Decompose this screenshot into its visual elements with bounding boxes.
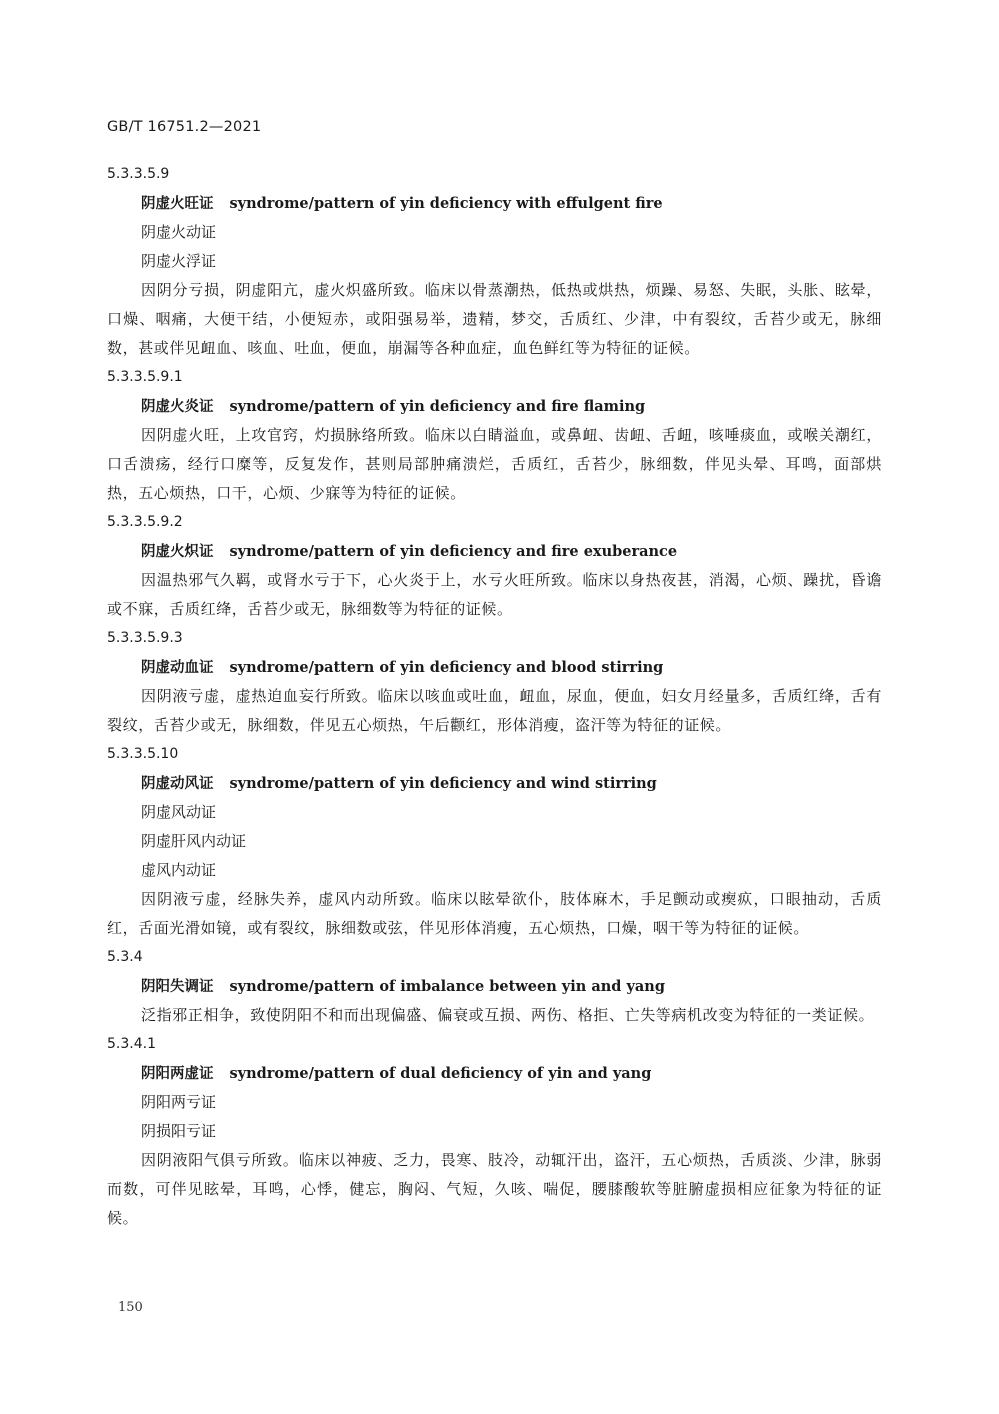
term-english: syndrome/pattern of yin deficiency and wind stirring: [229, 775, 657, 792]
term-synonym: 阴阳两亏证: [141, 1093, 217, 1111]
clause-number: 5.3.4: [107, 949, 143, 965]
term-english: syndrome/pattern of imbalance between yin and yang: [229, 978, 665, 995]
clause-number: 5.3.3.5.9.1: [107, 369, 183, 385]
term-synonym: 阴虚风动证: [141, 803, 217, 821]
clause-number: 5.3.3.5.9.2: [107, 514, 183, 530]
term-english: syndrome/pattern of yin deficiency and fire flaming: [229, 398, 646, 415]
term-definition: 因阴液亏虚，经脉失养，虚风内动所致。临床以眩晕欲仆，肢体麻木，手足颤动或瘈疭，口眼抽动，舌质红，舌面光滑如镜，或有裂纹，脉细数或弦，伴见形体消瘦，五心烦热，口燥，咽干等为特征的证候。: [107, 890, 882, 937]
clause-number: 5.3.3.5.9: [107, 166, 170, 182]
term-chinese: 阴虚动血证: [141, 660, 214, 676]
term-entry: [107, 1030, 882, 1233]
term-definition: 因阴液亏虚，虚热迫血妄行所致。临床以咳血或吐血，衄血，尿血，便血，妇女月经量多，舌质红绛，舌有裂纹，舌苔少或无，脉细数，伴见五心烦热，午后颧红，形体消瘦，盗汗等为特征的证候。: [107, 687, 882, 734]
term-english: syndrome/pattern of yin deficiency and blood stirring: [229, 659, 664, 676]
term-heading: [107, 1059, 882, 1088]
term-chinese: 阴阳失调证: [141, 979, 214, 995]
term-entry: [107, 740, 882, 943]
term-english: syndrome/pattern of yin deficiency and fire exuberance: [229, 543, 678, 560]
term-synonym: 虚风内动证: [141, 861, 217, 879]
term-entry: [107, 508, 882, 624]
term-entry: [107, 363, 882, 508]
term-synonym: 阴虚火动证: [141, 223, 217, 241]
standard-code: GB/T 16751.2—2021: [107, 119, 262, 135]
term-heading: [107, 537, 882, 566]
term-entry: [107, 624, 882, 740]
term-chinese: 阴阳两虚证: [141, 1066, 214, 1082]
term-definition: 因阴分亏损，阴虚阳亢，虚火炽盛所致。临床以骨蒸潮热，低热或烘热，烦躁、易怒、失眠，头胀、眩晕，口燥、咽痛，大便干结，小便短赤，或阳强易举，遗精，梦交，舌质红、少津，中有裂纹，舌苔少或无，脉细数，甚或伴见衄血、咳血、吐血，便血，崩漏等各种血症，血色鲜红等为特征的证候。: [107, 281, 882, 357]
term-definition: 泛指邪正相争，致使阴阳不和而出现偏盛、偏衰或互损、两伤、格拒、亡失等病机改变为特征的一类证候。: [141, 1006, 875, 1024]
term-definition: 因阴虚火旺，上攻官窍，灼损脉络所致。临床以白睛溢血，或鼻衄、齿衄、舌衄，咳唾痰血，或喉关潮红，口舌溃疡，经行口糜等，反复发作，甚则局部肿痛溃烂，舌质红，舌苔少，脉细数，伴见头晕、耳鸣，面部烘热，五心烦热，口干，心烦、少寐等为特征的证候。: [107, 426, 882, 502]
term-definition: 因温热邪气久羁，或肾水亏于下，心火炎于上，水亏火旺所致。临床以身热夜甚，消渴，心烦、躁扰，昏谵或不寐，舌质红绛，舌苔少或无，脉细数等为特征的证候。: [107, 571, 882, 618]
term-heading: [107, 653, 882, 682]
term-heading: [107, 189, 882, 218]
term-synonym: 阴虚火浮证: [141, 252, 217, 270]
clause-number: 5.3.4.1: [107, 1036, 156, 1052]
term-entry: [107, 160, 882, 363]
term-definition: 因阴液阳气俱亏所致。临床以神疲、乏力，畏寒、肢冷，动辄汗出，盗汗，五心烦热，舌质淡、少津，脉弱而数，可伴见眩晕，耳鸣，心悸，健忘，胸闷、气短，久咳、喘促，腰膝酸软等脏腑虚损相应征象为特征的证候。: [107, 1151, 882, 1227]
term-chinese: 阴虚火旺证: [141, 196, 214, 212]
term-synonym: 阴虚肝风内动证: [141, 832, 247, 850]
document-body: [107, 160, 882, 1233]
clause-number: 5.3.3.5.9.3: [107, 630, 183, 646]
page-number: 150: [118, 1300, 143, 1315]
term-entry: [107, 943, 882, 1030]
term-heading: [107, 392, 882, 421]
term-chinese: 阴虚火炽证: [141, 544, 214, 560]
term-chinese: 阴虚火炎证: [141, 399, 214, 415]
term-english: syndrome/pattern of yin deficiency with effulgent fire: [229, 195, 663, 212]
term-synonym: 阴损阳亏证: [141, 1122, 217, 1140]
term-heading: [107, 769, 882, 798]
term-heading: [107, 972, 882, 1001]
term-chinese: 阴虚动风证: [141, 776, 214, 792]
clause-number: 5.3.3.5.10: [107, 746, 179, 762]
term-english: syndrome/pattern of dual deficiency of yin and yang: [229, 1065, 652, 1082]
